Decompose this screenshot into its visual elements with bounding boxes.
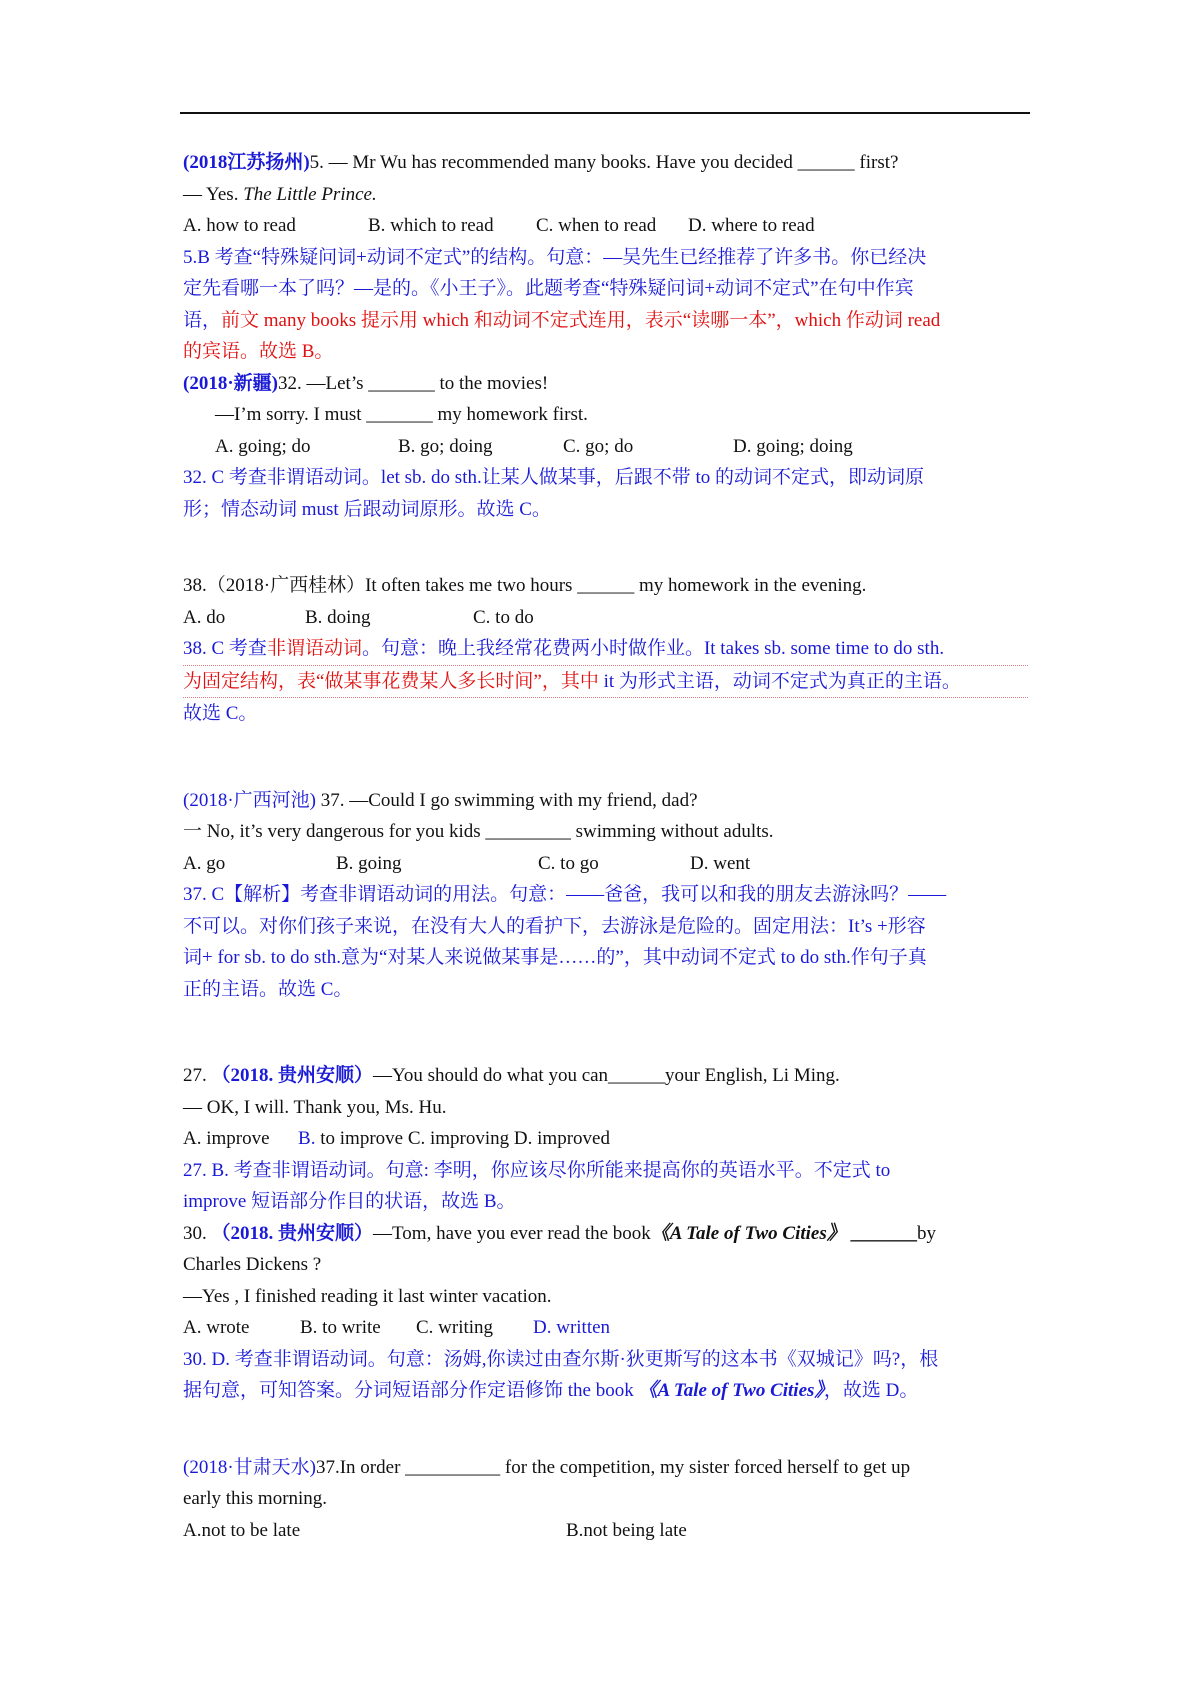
q38-answer-line: 38. C 考查非谓语动词。句意：晚上我经常花费两小时做作业。It takes sb. some time to do sth. <box>183 633 1028 666</box>
q27-answer-line: improve 短语部分作目的状语，故选 B。 <box>183 1191 516 1212</box>
header-rule <box>180 112 1030 114</box>
option-b: B. which to read <box>368 215 494 236</box>
q5-stem: (2018江苏扬州)5. — Mr Wu has recommended many books. Have you decided ______ first? <box>183 152 899 173</box>
q37a-answer-line: 词+ for sb. to do sth.意为“对某人来说做某事是……的”，其中动词不定式 to do sth.作句子真 <box>183 947 927 968</box>
q38-options <box>183 602 1028 634</box>
q5-answer-line: 5.B 考查“特殊疑问词+动词不定式”的结构。句意：—吴先生已经推荐了许多书。你已经决 <box>183 246 927 268</box>
q30-source: （2018. 贵州安顺） <box>211 1222 374 1244</box>
q32-answer-line: 形；情态动词 must 后跟动词原形。故选 C。 <box>183 498 551 520</box>
q32-options <box>183 431 1028 463</box>
q37b-source: (2018·甘肃天水) <box>183 1456 316 1478</box>
q38-stem: 38.（2018·广西桂林）It often takes me two hours ______ my homework in the evening. <box>183 575 867 596</box>
option-b: B.not being late <box>566 1519 687 1541</box>
q27-options: A. improve B. to improve C. improving D. improved <box>183 1128 610 1149</box>
option-b: B. going <box>336 852 402 874</box>
q38-answer-line: 为固定结构，表“做某事花费某人多长时间”，其中 it 为形式主语，动词不定式为真正的主语。 <box>183 666 1028 699</box>
option-a: A.not to be late <box>183 1519 301 1541</box>
option-c: C. to go <box>538 852 599 874</box>
q30-line3: —Yes , I finished reading it last winter vacation. <box>183 1285 552 1307</box>
option-d: D. where to read <box>688 215 815 236</box>
option-c: C. writing <box>416 1317 494 1338</box>
q37a-answer-line: 不可以。对你们孩子来说，在没有大人的看护下，去游泳是危险的。固定用法：It’s +形容 <box>183 915 926 937</box>
q27-stem: 27. （2018. 贵州安顺）—You should do what you can______your English, Li Ming. <box>183 1065 840 1086</box>
option-b: B. doing <box>305 606 371 628</box>
q5-answer-line: 定先看哪一本了吗？—是的。《小王子》。此题考查“特殊疑问词+动词不定式”在句中作宾 <box>183 278 914 299</box>
option-a: A. do <box>183 606 226 628</box>
q37b-line2: early this morning. <box>183 1488 328 1509</box>
option-c: C. when to read <box>536 215 657 236</box>
q30-line2: Charles Dickens ? <box>183 1254 322 1275</box>
q32-source: (2018·新疆) <box>183 372 278 394</box>
q37a-answer-line: 37. C【解析】考查非谓语动词的用法。句意：——爸爸，我可以和我的朋友去游泳吗？—— <box>183 884 947 905</box>
q5-source: (2018江苏扬州) <box>183 152 310 173</box>
option-b: B. to write <box>300 1317 381 1338</box>
q27-line2: — OK, I will. Thank you, Ms. Hu. <box>183 1096 447 1118</box>
q37b-stem: (2018·甘肃天水)37.In order __________ for the competition, my sister forced herself to get up <box>183 1456 911 1478</box>
q30-answer-line: 30. D. 考查非谓语动词。句意：汤姆,你读过由查尔斯·狄更斯写的这本书《双城记》吗?，根 <box>183 1348 939 1370</box>
option-c: C. to do <box>473 606 534 628</box>
option-c: C. go; do <box>563 435 634 457</box>
q38-source: （2018·广西桂林） <box>206 575 366 596</box>
q5-options <box>183 210 1028 242</box>
option-d: D. went <box>690 852 751 874</box>
q5-answer-line: 的宾语。故选 B。 <box>183 341 334 362</box>
q37a-answer-line: 正的主语。故选 C。 <box>183 978 353 1000</box>
q30-stem: 30. （2018. 贵州安顺）—Tom, have you ever read the book《A Tale of Two Cities》 _______by <box>183 1222 936 1244</box>
q5-reply: — Yes. The Little Prince. <box>183 183 377 205</box>
q38-answer-line: 故选 C。 <box>183 703 258 724</box>
option-d: D. written <box>533 1317 611 1338</box>
option-a: A. wrote <box>183 1317 250 1338</box>
q32-answer-line: 32. C 考查非谓语动词。let sb. do sth.让某人做某事，后跟不带 to 的动词不定式，即动词原 <box>183 467 925 488</box>
q30-answer-line: 据句意，可知答案。分词短语部分作定语修饰 the book 《A Tale of Two Cities》，故选 D。 <box>183 1380 919 1401</box>
option-b: B. go; doing <box>398 435 493 457</box>
q27-answer-line: 27. B. 考查非谓语动词。句意: 李明，你应该尽你所能来提高你的英语水平。不定式 to <box>183 1159 891 1181</box>
q37a-options <box>183 848 1028 880</box>
document-body <box>183 147 1028 1546</box>
q32-stem: (2018·新疆)32. —Let’s _______ to the movies! <box>183 372 549 394</box>
q5-answer-line: 语，前文 many books 提示用 which 和动词不定式连用，表示“读哪一本”，which 作动词 read <box>183 309 941 331</box>
q37a-line2: 一 No, it’s very dangerous for you kids _________ swimming without adults. <box>183 821 774 842</box>
q37b-options <box>183 1515 1028 1547</box>
option-d: D. going; doing <box>733 435 853 457</box>
q37a-source: (2018·广西河池) <box>183 789 316 811</box>
q27-source: （2018. 贵州安顺） <box>211 1065 374 1086</box>
option-a: A. how to read <box>183 215 296 236</box>
option-a: A. going; do <box>215 435 311 457</box>
q37a-stem: (2018·广西河池) 37. —Could I go swimming with my friend, dad? <box>183 789 698 811</box>
option-a: A. go <box>183 852 226 874</box>
q30-options <box>183 1312 1028 1344</box>
q32-line2: —I’m sorry. I must _______ my homework first. <box>215 404 588 425</box>
